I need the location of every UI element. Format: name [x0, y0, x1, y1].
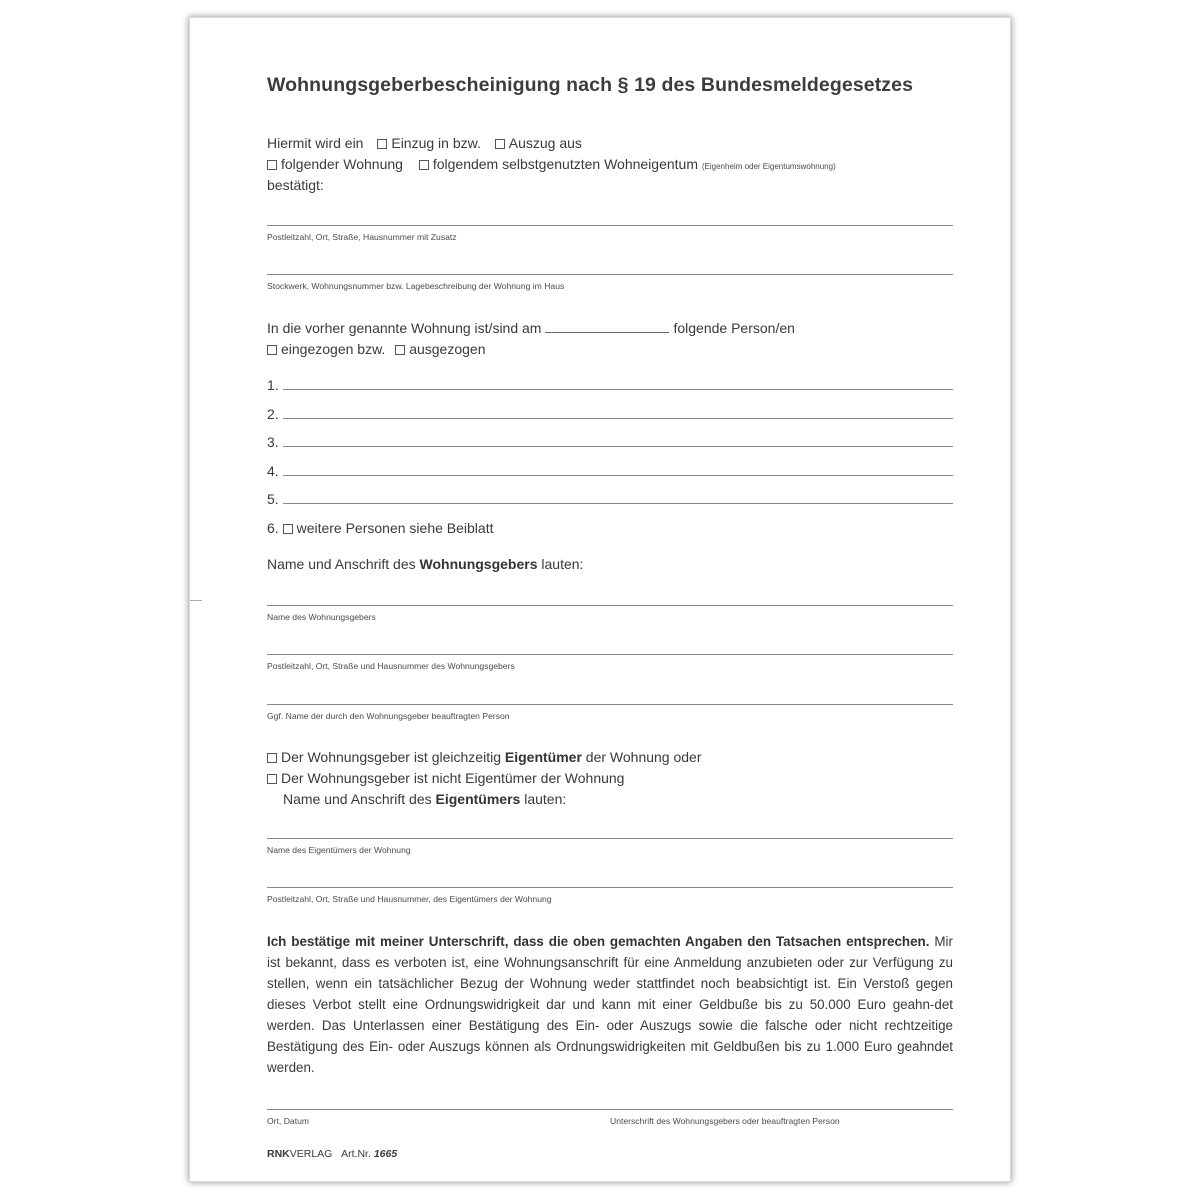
- agent-name-label: Ggf. Name der durch den Wohnungsgeber beauftragten Person: [267, 711, 510, 721]
- person-number-2: 2.: [267, 406, 279, 422]
- person-input-line-4[interactable]: [283, 475, 953, 476]
- location-input-line[interactable]: [267, 274, 953, 275]
- address-field-label: Postleitzahl, Ort, Straße, Hausnummer mit Zusatz: [267, 232, 457, 242]
- owner-yes-checkbox[interactable]: [267, 753, 277, 763]
- owner-address-input-line[interactable]: [267, 887, 953, 888]
- fold-mark: [190, 600, 202, 601]
- intro-line-1: [267, 135, 582, 151]
- owner-heading-bold: Eigentümers: [435, 791, 521, 807]
- ausgezogen-label: ausgezogen: [409, 341, 486, 357]
- intro-line-2: [267, 156, 836, 172]
- wohneigentum-checkbox[interactable]: [419, 160, 429, 170]
- auszug-label: Auszug aus: [508, 135, 582, 151]
- owner-heading-post: lauten:: [524, 791, 567, 807]
- signature-label: Unterschrift des Wohnungsgebers oder beauftragten Person: [610, 1116, 840, 1126]
- auszug-checkbox[interactable]: [495, 139, 505, 149]
- weitere-personen-label: weitere Personen siehe Beiblatt: [296, 520, 494, 536]
- folgender-wohnung-checkbox[interactable]: [267, 160, 277, 170]
- landlord-heading-pre: Name und Anschrift des: [267, 556, 416, 572]
- owner-name-label: Name des Eigentümers der Wohnung: [267, 845, 411, 855]
- owner-name-input-line[interactable]: [267, 838, 953, 839]
- bestaetigt-label: bestätigt:: [267, 177, 324, 193]
- person-input-line-2[interactable]: [283, 418, 953, 419]
- folgender-wohnung-label: folgender Wohnung: [281, 156, 403, 172]
- signature-input-line[interactable]: [267, 1109, 953, 1110]
- person-number-4: 4.: [267, 463, 279, 479]
- intro-hiermit: Hiermit wird ein: [267, 135, 364, 151]
- owner-option-1-post: der Wohnung oder: [585, 749, 702, 765]
- wohneigentum-label: folgendem selbstgenutzten Wohneigentum: [432, 156, 698, 172]
- owner-option-2: [267, 770, 624, 786]
- person-number-3: 3.: [267, 434, 279, 450]
- address-input-line[interactable]: [267, 225, 953, 226]
- persons-sentence: [267, 320, 795, 336]
- landlord-heading-bold: Wohnungsgebers: [419, 556, 538, 572]
- person-input-line-1[interactable]: [283, 389, 953, 390]
- declaration-body: Mir ist bekannt, dass es verboten ist, eine Wohnungsanschrift für eine Anmeldung anzubieten oder zur Verfügung zu stellen, wenn ein tatsächlicher Bezug der Wohnung weder stattfindet noch beabsichtigt ist. Ein Verstoß gegen dieses Verbot stellt eine Ordnungswidrigkeit dar und kann mit einer Geldbuße bis zu 50.000 Euro geahn-det werden. Das Unterlassen einer Bestätigung des Ein- oder Auszugs sowie die falsche oder nicht rechtzeitige Bestätigung des Ein- oder Auszugs können als Ordnungswidrigkeiten mit Geldbußen bis zu 1.000 Euro geahndet werden.: [267, 934, 953, 1075]
- eingezogen-label: eingezogen bzw.: [281, 341, 386, 357]
- person-input-line-3[interactable]: [283, 446, 953, 447]
- person-row-6: [267, 520, 493, 536]
- owner-no-checkbox[interactable]: [267, 774, 277, 784]
- landlord-heading-post: lauten:: [541, 556, 584, 572]
- owner-heading-pre: Name und Anschrift des: [283, 791, 432, 807]
- owner-address-label: Postleitzahl, Ort, Straße und Hausnummer, des Eigentümers der Wohnung: [267, 894, 552, 904]
- form-title: Wohnungsgeberbescheinigung nach § 19 des Bundesmeldegesetzes: [267, 74, 914, 96]
- publisher-footer: [267, 1148, 397, 1160]
- person-input-line-5[interactable]: [283, 503, 953, 504]
- agent-name-input-line[interactable]: [267, 704, 953, 705]
- art-number: 1665: [373, 1148, 398, 1160]
- declaration-paragraph: [267, 931, 953, 1078]
- wohneigentum-note: (Eigenheim oder Eigentumswohnung): [701, 162, 836, 171]
- move-date-input[interactable]: [545, 322, 669, 333]
- brand-bold: RNK: [267, 1148, 290, 1160]
- person-number-5: 5.: [267, 491, 279, 507]
- einzug-label: Einzug in bzw.: [391, 135, 481, 151]
- owner-option-1-bold: Eigentümer: [504, 749, 582, 765]
- art-label: Art.Nr.: [341, 1148, 371, 1160]
- person-number-1: 1.: [267, 377, 279, 393]
- owner-option-2-label: Der Wohnungsgeber ist nicht Eigentümer der Wohnung: [281, 770, 625, 786]
- landlord-name-label: Name des Wohnungsgebers: [267, 612, 376, 622]
- landlord-name-input-line[interactable]: [267, 605, 953, 606]
- persons-sentence-start: In die vorher genannte Wohnung ist/sind am: [267, 320, 542, 336]
- landlord-heading: [267, 556, 583, 572]
- ausgezogen-checkbox[interactable]: [395, 345, 405, 355]
- owner-option-1-pre: Der Wohnungsgeber ist gleichzeitig: [281, 749, 501, 765]
- form-sheet: [189, 17, 1011, 1182]
- ort-datum-label: Ort, Datum: [267, 1116, 310, 1126]
- landlord-address-label: Postleitzahl, Ort, Straße und Hausnummer des Wohnungsgebers: [267, 661, 515, 671]
- landlord-address-input-line[interactable]: [267, 654, 953, 655]
- einzug-checkbox[interactable]: [377, 139, 387, 149]
- owner-heading: [283, 791, 566, 807]
- location-field-label: Stockwerk, Wohnungsnummer bzw. Lagebeschreibung der Wohnung im Haus: [267, 281, 565, 291]
- persons-sentence-end: folgende Person/en: [673, 320, 795, 336]
- declaration-lead: Ich bestätige mit meiner Unterschrift, dass die oben gemachten Angaben den Tatsachen entsprechen.: [267, 934, 930, 949]
- eingezogen-checkbox[interactable]: [267, 345, 277, 355]
- person-number-6: 6.: [267, 520, 279, 536]
- owner-option-1: [267, 749, 702, 765]
- brand-rest: VERLAG: [289, 1148, 333, 1160]
- move-type-line: [267, 341, 486, 357]
- weitere-personen-checkbox[interactable]: [283, 524, 293, 534]
